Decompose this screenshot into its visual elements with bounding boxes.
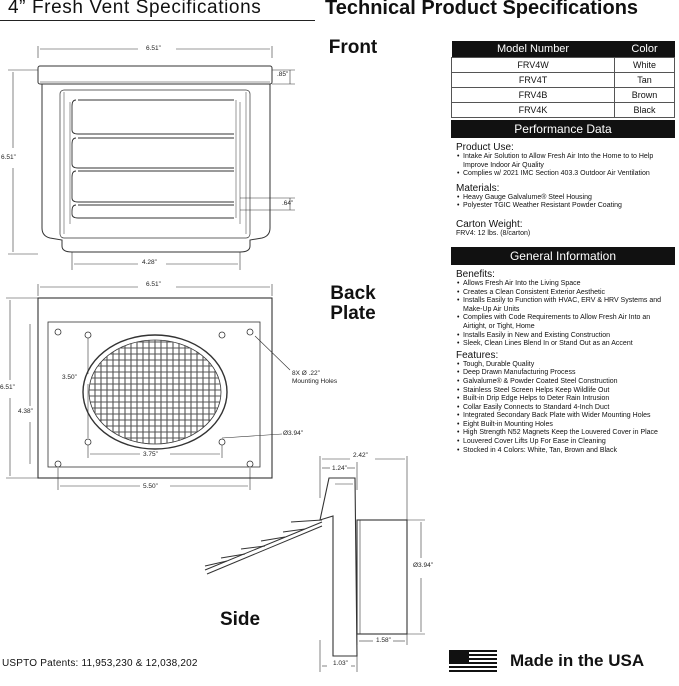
list-item: • Louvered Cover Lifts Up For Ease in Cleaning: [457, 438, 675, 447]
table-row: [452, 58, 675, 73]
back-hole-vert-dim: 3.50”: [62, 374, 77, 381]
front-width-dim: 6.51”: [146, 45, 161, 52]
front-view-drawing: [0, 38, 310, 278]
color-table: [451, 41, 675, 118]
back-width-dim: 6.51”: [146, 281, 161, 288]
side-plate-dim: 1.03”: [333, 660, 348, 667]
back-hole-horiz-dim: 3.75”: [143, 451, 158, 458]
color-cell: Black: [615, 103, 675, 118]
list-item: • Intake Air Solution to Allow Fresh Air Into the Home to to Help Improve Indoor Air Quality: [457, 153, 675, 170]
model-cell: FRV4W: [452, 58, 615, 73]
color-cell: White: [615, 58, 675, 73]
left-title: 4” Fresh Vent Specifications: [8, 0, 262, 18]
side-cap-dim: 1.24”: [332, 465, 347, 472]
back-bottom-dim: 5.50”: [143, 483, 158, 490]
list-item: • Collar Easily Connects to Standard 4-Inch Duct: [457, 404, 675, 413]
specs-panel: [451, 41, 675, 455]
front-louver-dim: .64”: [282, 200, 294, 207]
mounting-holes-dim: 8X Ø .22”: [292, 370, 320, 377]
materials-heading: Materials:: [456, 182, 500, 194]
front-top-dim: .85”: [277, 71, 289, 78]
list-item: • High Strength N52 Magnets Keep the Louvered Cover in Place: [457, 429, 675, 438]
patents-text: USPTO Patents: 11,953,230 & 12,038,202: [2, 658, 198, 669]
back-collar-dim: Ø3.94”: [283, 430, 303, 437]
side-view-drawing: [195, 450, 445, 675]
benefits-list: [451, 280, 675, 349]
list-item: • Installs Easily to Function with HVAC, ERV & HRV Systems and Make-Up Air Units: [457, 297, 675, 314]
performance-title: Performance Data: [451, 120, 675, 138]
list-item: • Sleek, Clean Lines Blend In or Stand Out as an Accent: [457, 340, 675, 349]
mounting-holes-label: Mounting Holes: [292, 378, 338, 385]
list-item: • Complies with Code Requirements to Allow Fresh Air Into an Airtight, or Tight, Home: [457, 314, 675, 331]
made-in-usa-text: Made in the USA: [510, 651, 645, 670]
right-title: Technical Product Specifications: [325, 0, 639, 19]
header-rule: [0, 20, 315, 21]
product-use-list: [451, 153, 675, 179]
side-collar-len-dim: 1.58”: [376, 637, 391, 644]
side-depth-dim: 2.42”: [353, 452, 368, 459]
color-cell: Brown: [615, 88, 675, 103]
features-list: [451, 361, 675, 456]
table-row: [452, 88, 675, 103]
list-item: • Integrated Secondary Back Plate with Wider Mounting Holes: [457, 412, 675, 421]
table-row: [452, 73, 675, 88]
carton-heading: Carton Weight:: [456, 218, 523, 230]
model-cell: FRV4B: [452, 88, 615, 103]
front-height-dim: 6.51”: [1, 154, 16, 161]
list-item: • Galvalume® & Powder Coated Steel Construction: [457, 378, 675, 387]
list-item: • Tough, Durable Quality: [457, 361, 675, 370]
back-inner-height-dim: 4.38”: [18, 408, 33, 415]
us-flag-icon: [449, 650, 497, 674]
front-bottom-dim: 4.28”: [142, 259, 157, 266]
side-collar-dim: Ø3.94”: [413, 562, 433, 569]
list-item: • Allows Fresh Air Into the Living Space: [457, 280, 675, 289]
list-item: • Polyester TGIC Weather Resistant Powder Coating: [457, 202, 675, 211]
color-header: Color: [615, 41, 675, 58]
front-label: Front: [328, 37, 378, 58]
list-item: • Built-in Drip Edge Helps to Deter Rain Intrusion: [457, 395, 675, 404]
materials-list: [451, 194, 675, 211]
list-item: • Deep Drawn Manufacturing Process: [457, 369, 675, 378]
list-item: • Creates a Clean Consistent Exterior Aesthetic: [457, 289, 675, 298]
back-plate-label: Back Plate: [330, 283, 376, 324]
list-item: • Eight Built-in Mounting Holes: [457, 421, 675, 430]
list-item: • Stainless Steel Screen Helps Keep Wildlife Out: [457, 387, 675, 396]
side-label: Side: [219, 609, 261, 630]
general-title: General Information: [451, 247, 675, 265]
back-height-dim: 6.51”: [0, 384, 15, 391]
model-cell: FRV4K: [452, 103, 615, 118]
benefits-heading: Benefits:: [456, 268, 495, 280]
product-use-heading: Product Use:: [456, 142, 514, 153]
features-heading: Features:: [456, 349, 499, 361]
list-item: • Heavy Gauge Galvalume® Steel Housing: [457, 194, 675, 203]
table-row: [452, 103, 675, 118]
color-cell: Tan: [615, 73, 675, 88]
model-cell: FRV4T: [452, 73, 615, 88]
list-item: • Installs Easily in New and Existing Construction: [457, 332, 675, 341]
model-number-header: Model Number: [452, 41, 615, 58]
list-item: • Stocked in 4 Colors: White, Tan, Brown and Black: [457, 447, 675, 456]
carton-value: FRV4: 12 lbs. (8/carton): [456, 229, 531, 237]
list-item: • Complies w/ 2021 IMC Section 403.3 Outdoor Air Ventilation: [457, 170, 675, 179]
